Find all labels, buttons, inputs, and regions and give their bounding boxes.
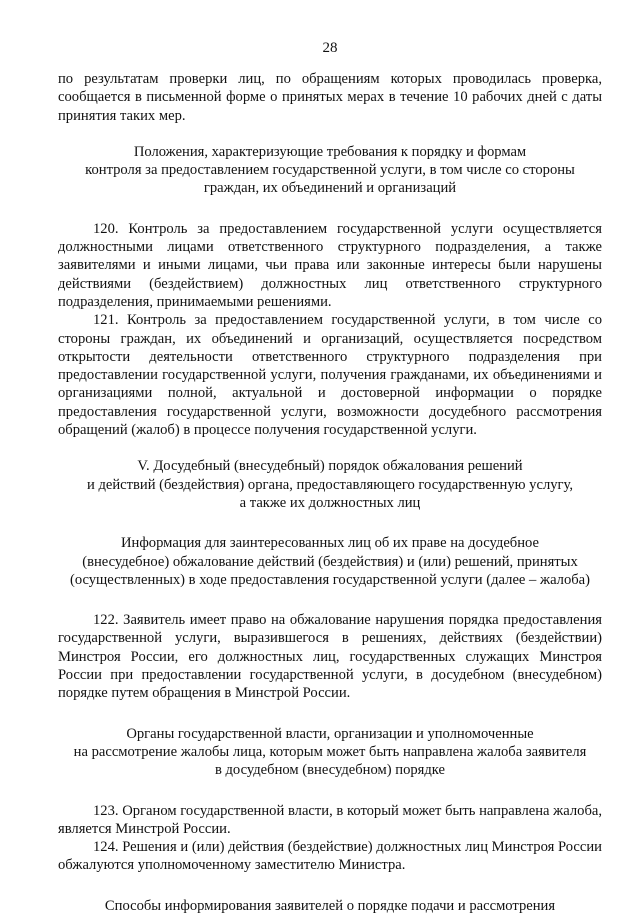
authorities-heading: Органы государственной власти, организации и уполномоченные на рассмотрение жалобы лица, которым может быть направлена жалоба заявителя в досудебном (внесудебном) порядке — [73, 725, 587, 779]
paragraph-124: 124. Решения и (или) действия (бездействие) должностных лиц Минстроя России обжалуются уполномоченному заместителю Министра. — [58, 839, 602, 874]
paragraph-120: 120. Контроль за предоставлением государственной услуги осуществляется должностными лицами ответственного структурного подразделения, а также заявителями и иными лицами, чьи права или законные интересы были нарушены действиями (бездействием) должностных лиц ответственного структурного подразделения, принимаемыми решениями. — [58, 220, 602, 310]
paragraph-123: 123. Органом государственной власти, в который может быть направлена жалоба, является Минстрой России. — [58, 802, 602, 837]
control-section-heading: Положения, характеризующие требования к порядку и формам контроля за предоставлением государственной услуги, в том числе со стороны граждан, их объединений и организаций — [85, 143, 575, 197]
section-5-heading: V. Досудебный (внесудебный) порядок обжалования решений и действий (бездействия) органа, предоставляющего государственную услугу, а также их должностных лиц — [86, 458, 573, 511]
page-number: 28 — [322, 40, 338, 56]
intro-paragraph: по результатам проверки лиц, по обращениям которых проводилась проверка, сообщается в письменной форме о принятых мерах в течение 10 рабочих дней с даты принятия таких мер. — [58, 71, 602, 124]
paragraph-121: 121. Контроль за предоставлением государственной услуги, в том числе со стороны граждан, их объединений и организаций, осуществляется посредством открытости деятельности ответственного структурного подразделения при предоставлении государственной услуги, получения гражданами, их объединениями и организациями полной, актуальной и достоверной информации о порядке предоставления государственной услуги, возможности досудебного рассмотрения обращений (жалоб) в процессе получения государственной услуги. — [58, 312, 602, 439]
document-page — [58, 38, 602, 915]
informing-methods-heading: Способы информирования заявителей о порядке подачи и рассмотрения — [104, 897, 556, 914]
complaint-info-heading: Информация для заинтересованных лиц об их праве на досудебное (внесудебное) обжалование действий (бездействия) и (или) решений, принятых (осуществленных) в ходе предоставления государственной услуги (далее – жалоба) — [69, 535, 591, 588]
paragraph-122: 122. Заявитель имеет право на обжалование нарушения порядка предоставления государственной услуги, выразившегося в решениях, действиях (бездействии) Минстроя России, его должностных лиц, государственных служащих Минстроя России при предоставлении государственной услуги, в досудебном (внесудебном) порядке путем обращения в Минстрой России. — [58, 612, 602, 702]
